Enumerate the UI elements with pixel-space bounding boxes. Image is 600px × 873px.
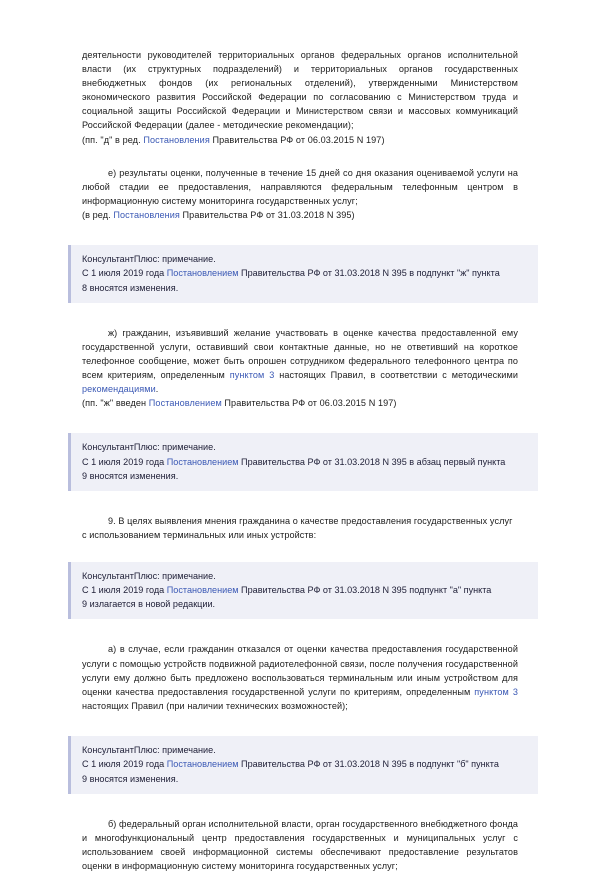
source-reference-d-suffix: Правительства РФ от 06.03.2015 N 197) [209,134,385,145]
note-body-line-2: 8 вносятся изменения. [82,282,179,293]
paragraph-zh-part1: ж) гражданин, изъявивший желание участвовать в оценке качества предоставленной ему государственной услуги, оставивший свои контактные данные, но не ответивший на короткое телефонное сообщение, может быть опрошен сотрудником федерального телефонного центра по всем критериям, определенным [82,327,518,381]
note-heading [82,252,528,266]
source-reference-zh [82,396,518,410]
source-reference-d-prefix: (пп. "д" в ред. [82,134,144,145]
note-line1-suffix: Правительства РФ от 31.03.2018 N 395 в подпункт "б" пункта [238,759,499,770]
spacer [82,222,518,245]
paragraph-e: е) результаты оценки, полученные в течение 15 дней со дня оказания оцениваемой услуги на любой стадии ее предоставления, направляются федеральным телефонным центром в информационную систему мониторинга государственных услуг; [82,167,518,206]
note-body-line-2: 9 вносятся изменения. [82,773,179,784]
note-line1-suffix: Правительства РФ от 31.03.2018 N 395 в абзац первый пункта [238,456,506,467]
punkt-3-link[interactable]: пунктом 3 [229,370,275,381]
note-body-line-1 [82,455,528,469]
postanovleniem-link[interactable]: Постановлением [166,584,239,595]
spacer [82,410,518,433]
note-heading: КонсультантПлюс: примечание. [82,442,216,453]
rekomendaciyami-link[interactable]: рекомендациями [82,384,156,395]
paragraph-zh [82,326,518,396]
note-line1-prefix: С 1 июля 2019 года [82,456,167,467]
note-heading: КонсультантПлюс: примечание. [82,570,216,581]
consultant-note-4 [68,736,538,794]
paragraph-a-part2: настоящих Правил (при наличии технических возможностей); [82,700,348,711]
paragraph-b: б) федеральный орган исполнительной власти, орган государственного внебюджетного фонда и многофункциональный центр предоставления государственных и муниципальных услуг с использованием своей информационной системы обеспечивают предоставление результатов оценки в информационную систему мониторинга государственных услуг; [82,818,518,872]
consultant-note-3 [68,562,538,620]
note-line1-prefix: С 1 июля 2019 года [82,268,167,279]
paragraph-a [82,642,518,712]
postanovleniya-link[interactable]: Постановления [143,134,210,145]
postanovleniem-link[interactable]: Постановлением [166,759,239,770]
spacer [82,303,518,326]
paragraph-zh-part2: настоящих Правил, в соответствии с методическими [274,370,518,381]
postanovleniem-link[interactable]: Постановлением [166,456,239,467]
note-heading: КонсультантПлюс: примечание. [82,744,216,755]
note-line1-prefix: С 1 июля 2019 года [82,759,167,770]
postanovleniem-link[interactable]: Постановлением [166,268,239,279]
paragraph-9: 9. В целях выявления мнения гражданина о качестве предоставления государственных услуг с использованием терминальных или иных устройств: [82,516,513,541]
source-reference-zh-prefix: (пп. "ж" введен [82,398,149,409]
postanovleniem-link[interactable]: Постановлением [148,398,222,409]
note-heading-text: КонсультантПлюс: примечание. [82,254,216,265]
source-reference-d [82,133,518,147]
spacer [82,794,518,817]
paragraph-a-part1: а) в случае, если гражданин отказался от оценки качества предоставления государственной услуги с помощью устройств подвижной радиотелефонной связи, после получения государственной услуги ему должно быть предложено воспользоваться терминальным или иным устройством для оценки качества предоставления государственной услуги по критериям, определенным [82,644,518,697]
note-line1-suffix: Правительства РФ от 31.03.2018 N 395 подпункт "а" пункта [238,584,492,595]
spacer [82,491,518,514]
note-line1-suffix: Правительства РФ от 31.03.2018 N 395 в подпункт "ж" пункта [238,268,500,279]
note-body-line-1 [82,583,528,597]
consultant-note-1 [68,245,538,303]
postanovleniya-link[interactable]: Постановления [113,209,180,220]
spacer [82,619,518,642]
note-body-line-2: 9 вносятся изменения. [82,471,179,482]
spacer [82,543,518,562]
source-reference-e [82,208,518,222]
note-line1-prefix: С 1 июля 2019 года [82,584,167,595]
source-reference-zh-suffix: Правительства РФ от 06.03.2015 N 197) [221,398,397,409]
paragraph-zh-part3: . [155,384,159,395]
note-body-line-1 [82,757,528,771]
consultant-note-2 [68,433,538,491]
note-body-line-1 [82,266,528,280]
spacer [82,147,518,166]
paragraph-d-continuation: деятельности руководителей территориальных органов федеральных органов исполнительной власти (их структурных подразделений) и территориальных органов государственных внебюджетных фондов (их региональных отделений), утвержденными Министерством экономического развития Российской Федерации по согласованию с Министерством труда и социальной защиты Российской Федерации и Министерством связи и массовых коммуникаций Российской Федерации (далее - методические рекомендации); [82,50,518,131]
source-reference-e-prefix: (в ред. [82,209,114,220]
punkt-3-link[interactable]: пунктом 3 [474,686,518,697]
source-reference-e-suffix: Правительства РФ от 31.03.2018 N 395) [179,209,355,220]
spacer [82,713,518,736]
note-body-line-2: 9 излагается в новой редакции. [82,599,216,610]
